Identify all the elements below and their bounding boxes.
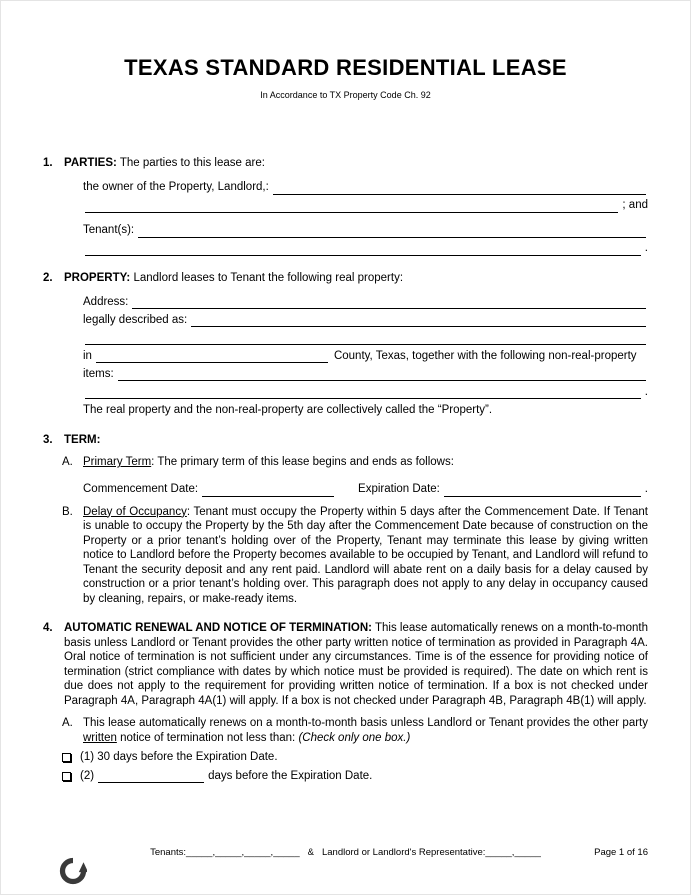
section-4-heading: AUTOMATIC RENEWAL AND NOTICE OF TERMINATION: [64, 622, 372, 634]
section-2-number: 2. [43, 271, 53, 284]
section-parties-heading-row [43, 156, 648, 171]
section-1-number: 1. [43, 157, 53, 169]
items-blank-continued[interactable] [85, 386, 641, 399]
section-3-number: 3. [43, 433, 53, 446]
items-period-text: . [644, 385, 648, 398]
parties-fields [83, 177, 648, 256]
county-text: County, Texas, together with the following non-real-property [333, 349, 637, 362]
term-item-b-marker: B. [62, 505, 73, 518]
landlord-name-blank[interactable] [273, 182, 646, 195]
option-2-prefix: (2) [80, 769, 95, 782]
footer-tenant-initial-blanks[interactable]: _____,_____,_____,_____ [186, 847, 300, 858]
expiration-date-blank[interactable] [444, 484, 641, 497]
section-2-intro: Landlord leases to Tenant the following real property: [133, 271, 404, 284]
legal-description-blank-continued[interactable] [85, 332, 646, 345]
term-delay-item [62, 505, 648, 607]
term-item-a-marker: A. [62, 456, 73, 468]
section-4-number: 4. [43, 622, 53, 634]
in-label: in [83, 349, 92, 362]
page-footer [43, 847, 648, 858]
commencement-date-label: Commencement Date: [83, 483, 199, 495]
county-row [83, 345, 648, 363]
check-one-box-instruction: (Check only one box.) [298, 731, 411, 744]
primary-term-text: : The primary term of this lease begins and ends as follows: [151, 456, 454, 468]
legal-description-label: legally described as: [83, 313, 188, 326]
items-continuation-row [83, 381, 648, 399]
landlord-label: the owner of the Property, Landlord,: [83, 181, 269, 193]
landlord-name-continuation-row [83, 195, 648, 213]
option-1-label: (1) 30 days before the Expiration Date. [80, 750, 278, 763]
renewal-notice-text-post: notice of termination not less than: [120, 731, 296, 744]
tenant-names-blank-continued[interactable] [85, 243, 641, 256]
tenant-names-row [83, 220, 648, 238]
section-renewal-heading-row [43, 621, 648, 708]
items-label: items: [83, 367, 114, 380]
footer-ampersand: & [307, 847, 314, 858]
dates-period-text: . [644, 483, 648, 495]
commencement-date-blank[interactable] [202, 484, 334, 497]
section-2-heading: PROPERTY: [64, 271, 131, 284]
footer-tenants-label: Tenants: [150, 847, 187, 858]
renewal-option-2-row [62, 767, 648, 783]
document-title: TEXAS STANDARD RESIDENTIAL LEASE [124, 55, 567, 80]
section-term [43, 433, 648, 607]
tenants-label: Tenant(s): [83, 224, 135, 236]
document-header [43, 55, 648, 100]
section-4-body: This lease automatically renews on a month-to-month basis unless Landlord or Tenant provides the other party written notice of termination as provided in Paragraph 4A. Oral notice of termination is not sufficient under any circumstances. Time is of the essence for providing notice of termination (strict compliance with dates by which notice must be provided is required). The date on which rent is due does not apply to the requirement for providing written notice of termination. If a box is not checked under Paragraph 4A, Paragraph 4A(1) will apply. If a box is not checked under Paragraph 4B, Paragraph 4B(1) will apply. [64, 622, 648, 707]
renewal-notice-item [62, 716, 648, 745]
delay-of-occupancy-title: Delay of Occupancy [83, 505, 187, 518]
items-row [83, 363, 648, 381]
address-blank[interactable] [132, 296, 646, 309]
delay-of-occupancy-text: : Tenant must occupy the Property within 5 days after the Commencement Date. If Tenant is unable to occupy the Property by the 5th day after the Commencement Date because of construction on the Property or a prior tenant’s holding over of the Property, Tenant may terminate this lease by giving written notice to Landlord before the Property becomes available to be occupied by Tenant, and Landlord will refund to Tenant the security deposit and any rent paid. Landlord will abate rent on a daily basis for a delay caused by construction or a prior tenant’s holding over. This paragraph does not apply to any delay in occupancy caused by cleaning, repairs, or make-ready items. [83, 505, 648, 605]
landlord-name-row [83, 177, 648, 195]
footer-initials-line [150, 847, 541, 858]
property-fields [83, 291, 648, 418]
option-1-checkbox[interactable] [62, 753, 71, 762]
section-parties [43, 156, 648, 256]
dates-row [83, 479, 648, 497]
landlord-name-blank-continued[interactable] [85, 200, 618, 213]
address-row [83, 291, 648, 309]
renewal-option-1-row [62, 748, 648, 764]
renewal-notice-text-pre: This lease automatically renews on a month-to-month basis unless Landlord or Tenant provides the other party [83, 717, 648, 729]
section-term-heading-row [43, 433, 648, 448]
tenant-names-blank[interactable] [138, 225, 646, 238]
section-property [43, 271, 648, 418]
term-primary-item [62, 455, 648, 470]
renewal-written-word: written [83, 731, 117, 744]
renewal-item-a-marker: A. [62, 717, 73, 729]
section-1-heading: PARTIES: [64, 157, 117, 169]
county-blank[interactable] [96, 350, 328, 363]
footer-landlord-initial-blanks[interactable]: _____,_____ [485, 847, 541, 858]
document-subtitle: In Accordance to TX Property Code Ch. 92 [260, 90, 431, 100]
section-renewal [43, 621, 648, 783]
option-2-label: days before the Expiration Date. [208, 769, 373, 782]
section-property-heading-row [43, 271, 648, 286]
legal-description-row [83, 309, 648, 327]
section-1-intro: The parties to this lease are: [119, 157, 265, 169]
landlord-and-text: ; and [622, 199, 648, 211]
footer-landlord-label: Landlord or Landlord's Representative: [321, 847, 486, 858]
circular-arrow-logo-icon [59, 857, 87, 885]
legal-description-continuation-row [83, 327, 648, 345]
items-blank[interactable] [118, 368, 646, 381]
page-number: Page 1 of 16 [594, 847, 648, 858]
expiration-date-label: Expiration Date: [358, 483, 440, 495]
address-label: Address: [83, 295, 129, 308]
legal-description-blank[interactable] [191, 314, 646, 327]
primary-term-title: Primary Term [83, 456, 152, 468]
option-2-checkbox[interactable] [62, 772, 71, 781]
property-collective-sentence: The real property and the non-real-property are collectively called the “Property”. [83, 404, 493, 416]
section-3-heading: TERM: [64, 433, 101, 446]
tenant-names-continuation-row [83, 238, 648, 256]
tenant-period-text: . [644, 242, 648, 254]
option-2-days-blank[interactable] [98, 770, 204, 783]
